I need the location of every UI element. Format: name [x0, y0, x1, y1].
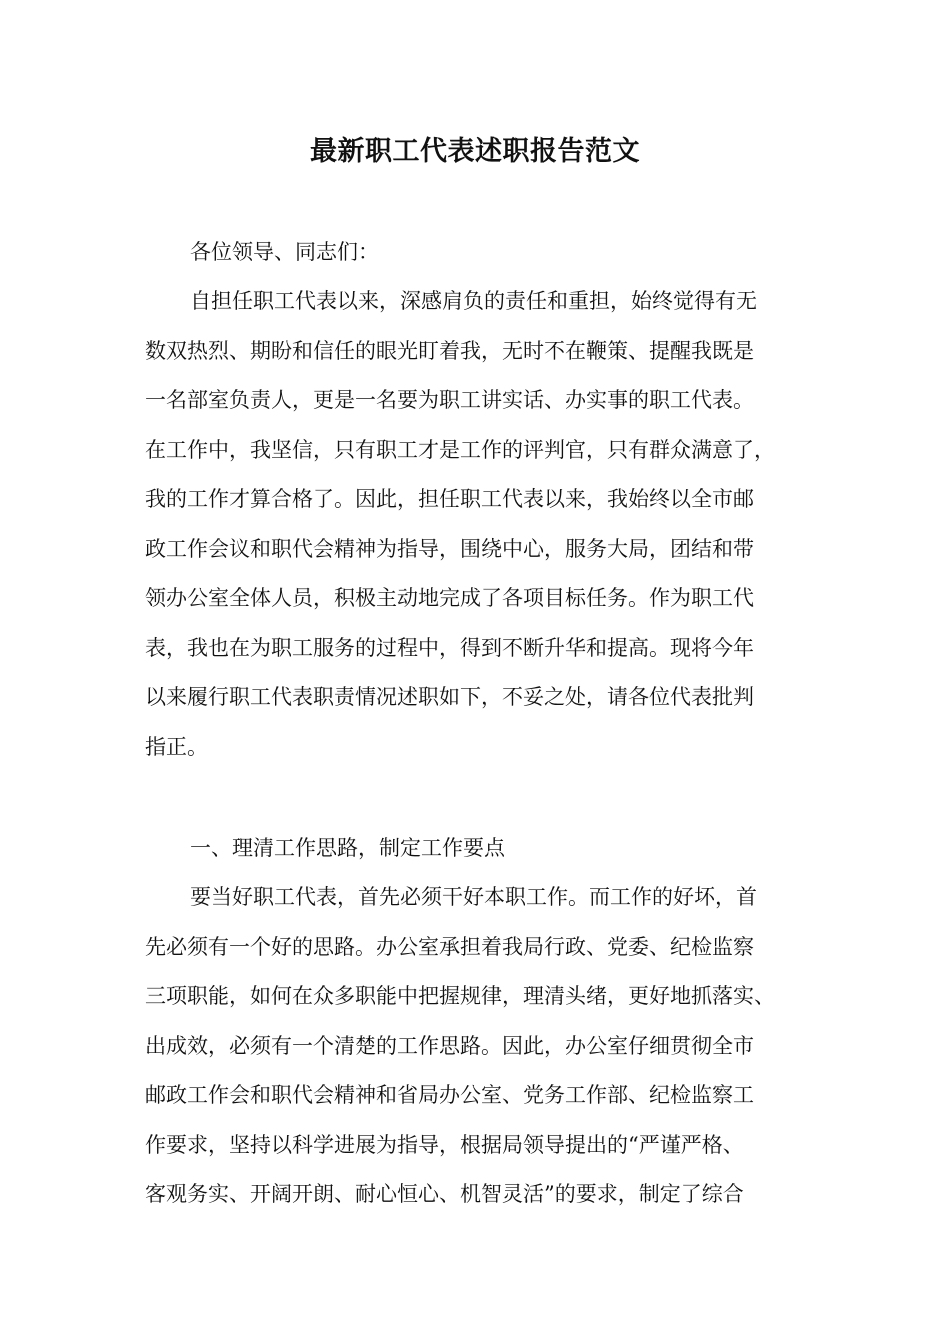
paragraph-line: 邮政工作会和职代会精神和省局办公室、党务工作部、纪检监察工 — [145, 1083, 754, 1107]
paragraph-line: 先必须有一个好的思路。办公室承担着我局行政、党委、纪检监察 — [145, 935, 754, 959]
paragraph-line: 指正。 — [145, 735, 208, 759]
paragraph-line: 政工作会议和职代会精神为指导，围绕中心，服务大局，团结和带 — [145, 537, 754, 561]
paragraph-line: 一名部室负责人，更是一名要为职工讲实话、办实事的职工代表。 — [145, 388, 754, 412]
paragraph-line: 我的工作才算合格了。因此，担任职工代表以来，我始终以全市邮 — [145, 487, 754, 511]
paragraph-line: 以来履行职工代表职责情况述职如下，不妥之处，请各位代表批判 — [145, 685, 754, 709]
section-heading: 一、理清工作思路，制定工作要点 — [190, 836, 505, 860]
paragraph-line: 三项职能，如何在众多职能中把握规律，理清头绪，更好地抓落实、 — [145, 984, 775, 1008]
paragraph-line: 在工作中，我坚信，只有职工才是工作的评判官，只有群众满意了， — [145, 438, 775, 462]
paragraph-line: 客观务实、开阔开朗、耐心恒心、机智灵活”的要求，制定了综合 — [145, 1182, 744, 1206]
paragraph-line: 表，我也在为职工服务的过程中，得到不断升华和提高。现将今年 — [145, 636, 754, 660]
document-title: 最新职工代表述职报告范文 — [310, 136, 640, 167]
paragraph-line: 出成效，必须有一个清楚的工作思路。因此，办公室仔细贯彻全市 — [145, 1034, 754, 1058]
salutation: 各位领导、同志们： — [190, 240, 379, 264]
paragraph-line: 领办公室全体人员，积极主动地完成了各项目标任务。作为职工代 — [145, 586, 754, 610]
paragraph-line: 自担任职工代表以来，深感肩负的责任和重担，始终觉得有无 — [190, 289, 757, 313]
paragraph-line: 数双热烈、期盼和信任的眼光盯着我，无时不在鞭策、提醒我既是 — [145, 339, 754, 363]
paragraph-line: 要当好职工代表，首先必须干好本职工作。而工作的好坏，首 — [190, 885, 757, 909]
paragraph-line: 作要求，坚持以科学进展为指导，根据局领导提出的“严谨严格、 — [145, 1133, 744, 1157]
